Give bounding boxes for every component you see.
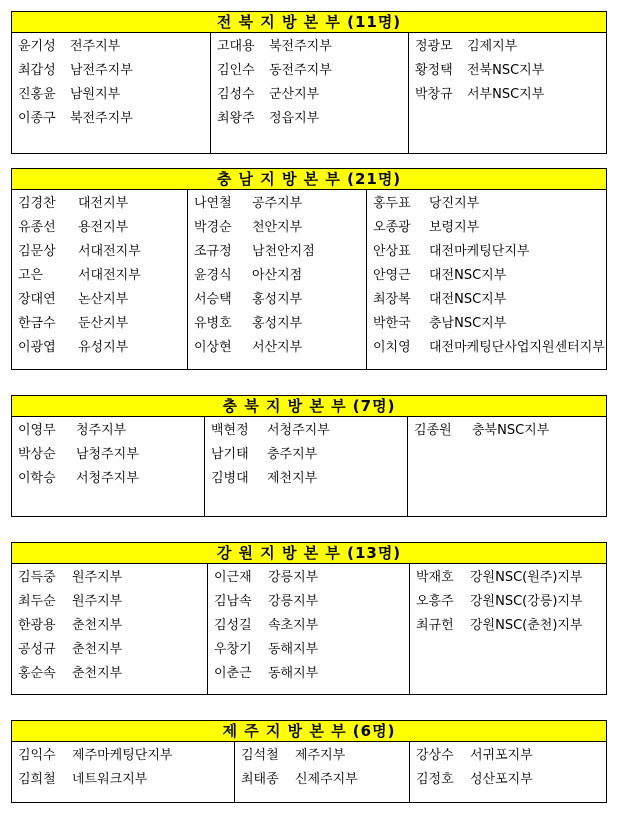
member-branch: 강릉지부 xyxy=(268,594,319,609)
member-name: 한광용 xyxy=(18,618,56,633)
member-name: 진홍윤 xyxy=(18,87,56,102)
member-branch: 전북NSC지부 xyxy=(467,63,545,78)
member-branch: 청주지부 xyxy=(76,423,127,438)
member-branch: 남천안지점 xyxy=(252,244,315,259)
member-name: 김남속 xyxy=(214,594,252,609)
member-name: 김성수 xyxy=(217,87,255,102)
member-branch: 대전NSC지부 xyxy=(429,268,507,283)
member-name: 고은 xyxy=(18,268,44,283)
section-chungnam xyxy=(11,168,607,370)
member-branch: 제천지부 xyxy=(267,471,318,486)
member-branch: 네트워크지부 xyxy=(72,772,148,787)
member-branch: 동해지부 xyxy=(268,642,319,657)
member-name: 김석철 xyxy=(241,748,279,763)
member-branch: 춘천지부 xyxy=(72,666,123,681)
member-name: 윤기성 xyxy=(18,39,56,54)
member-row xyxy=(12,566,207,590)
member-branch: 춘천지부 xyxy=(72,618,123,633)
column xyxy=(12,33,211,153)
member-branch: 충주지부 xyxy=(267,447,318,462)
member-row xyxy=(12,443,204,467)
member-row xyxy=(12,192,187,216)
section-jeju xyxy=(11,720,607,803)
member-branch: 속초지부 xyxy=(268,618,319,633)
member-name: 오종광 xyxy=(373,220,411,235)
member-row xyxy=(409,83,606,107)
member-row xyxy=(12,35,210,59)
section-body xyxy=(11,33,607,154)
member-row xyxy=(211,83,408,107)
member-name: 이광엽 xyxy=(18,340,56,355)
member-branch: 충남NSC지부 xyxy=(429,316,507,331)
member-row xyxy=(12,288,187,312)
member-branch: 대전마케팅단사업지원센터지부 xyxy=(429,340,605,355)
member-row xyxy=(12,216,187,240)
member-branch: 전주지부 xyxy=(70,39,121,54)
member-row xyxy=(12,264,187,288)
section-chungbuk xyxy=(11,395,607,517)
member-name: 홍두표 xyxy=(373,196,411,211)
member-row xyxy=(367,312,606,336)
member-branch: 남청주지부 xyxy=(76,447,139,462)
member-name: 서승택 xyxy=(194,292,232,307)
member-branch: 남원지부 xyxy=(70,87,121,102)
member-name: 공성규 xyxy=(18,642,56,657)
member-row xyxy=(367,264,606,288)
column xyxy=(12,417,205,516)
section-title: 충 북 지 방 본 부 (7명) xyxy=(11,395,607,417)
member-name: 최왕주 xyxy=(217,111,255,126)
member-branch: 제주마케팅단지부 xyxy=(72,748,173,763)
column xyxy=(211,33,409,153)
member-name: 최두순 xyxy=(18,594,56,609)
member-branch: 용전지부 xyxy=(78,220,129,235)
member-name: 고대용 xyxy=(217,39,255,54)
member-name: 조규정 xyxy=(194,244,232,259)
member-branch: 아산지점 xyxy=(252,268,303,283)
member-name: 안영근 xyxy=(373,268,411,283)
member-row xyxy=(410,768,606,792)
member-name: 김인수 xyxy=(217,63,255,78)
member-row xyxy=(409,35,606,59)
column xyxy=(410,564,606,694)
section-title: 전 북 지 방 본 부 (11명) xyxy=(11,11,607,33)
member-row xyxy=(188,216,366,240)
member-name: 한금수 xyxy=(18,316,56,331)
member-branch: 신제주지부 xyxy=(295,772,358,787)
member-row xyxy=(12,312,187,336)
member-row xyxy=(188,312,366,336)
member-name: 황정택 xyxy=(415,63,453,78)
member-name: 홍순속 xyxy=(18,666,56,681)
member-row xyxy=(211,59,408,83)
member-name: 최장복 xyxy=(373,292,411,307)
member-branch: 서귀포지부 xyxy=(470,748,533,763)
member-row xyxy=(12,336,187,360)
member-branch: 원주지부 xyxy=(72,594,123,609)
member-name: 박창규 xyxy=(415,87,453,102)
member-name: 강상수 xyxy=(416,748,454,763)
member-name: 김익수 xyxy=(18,748,56,763)
member-row xyxy=(410,566,606,590)
member-branch: 서부NSC지부 xyxy=(467,87,545,102)
member-row xyxy=(12,768,234,792)
member-branch: 강원NSC(원주)지부 xyxy=(470,570,583,585)
member-name: 박재호 xyxy=(416,570,454,585)
member-row xyxy=(211,107,408,131)
member-branch: 동해지부 xyxy=(268,666,319,681)
member-branch: 충북NSC지부 xyxy=(472,423,550,438)
member-row xyxy=(409,59,606,83)
member-branch: 논산지부 xyxy=(78,292,129,307)
member-row xyxy=(12,107,210,131)
member-row xyxy=(367,336,606,360)
member-branch: 당진지부 xyxy=(429,196,480,211)
member-branch: 원주지부 xyxy=(72,570,123,585)
column xyxy=(235,742,410,802)
member-row xyxy=(12,614,207,638)
column xyxy=(12,742,235,802)
member-branch: 서청주지부 xyxy=(76,471,139,486)
member-row xyxy=(208,590,409,614)
section-body xyxy=(11,742,607,803)
member-name: 김병대 xyxy=(211,471,249,486)
member-row xyxy=(208,614,409,638)
member-row xyxy=(12,419,204,443)
column xyxy=(188,190,367,369)
member-branch: 대전지부 xyxy=(78,196,129,211)
member-row xyxy=(367,216,606,240)
member-branch: 유성지부 xyxy=(78,340,129,355)
member-name: 김문상 xyxy=(18,244,56,259)
member-row xyxy=(211,35,408,59)
member-name: 최태종 xyxy=(241,772,279,787)
member-row xyxy=(367,288,606,312)
column xyxy=(12,564,208,694)
column xyxy=(205,417,408,516)
member-name: 이학승 xyxy=(18,471,56,486)
member-branch: 북전주지부 xyxy=(269,39,332,54)
member-name: 안상표 xyxy=(373,244,411,259)
section-title: 제 주 지 방 본 부 (6명) xyxy=(11,720,607,742)
member-branch: 군산지부 xyxy=(269,87,320,102)
member-row xyxy=(12,744,234,768)
member-row xyxy=(188,240,366,264)
member-branch: 강원NSC(강릉)지부 xyxy=(470,594,583,609)
member-name: 이상현 xyxy=(194,340,232,355)
member-branch: 성산포지부 xyxy=(470,772,533,787)
member-row xyxy=(367,192,606,216)
member-name: 유병호 xyxy=(194,316,232,331)
member-name: 이춘근 xyxy=(214,666,252,681)
member-row xyxy=(188,192,366,216)
member-branch: 춘천지부 xyxy=(72,642,123,657)
member-name: 우창기 xyxy=(214,642,252,657)
member-branch: 천안지부 xyxy=(252,220,303,235)
member-branch: 강원NSC(춘천)지부 xyxy=(470,618,583,633)
member-row xyxy=(208,638,409,662)
member-branch: 서대전지부 xyxy=(78,268,141,283)
member-name: 김경찬 xyxy=(18,196,56,211)
member-branch: 동전주지부 xyxy=(269,63,332,78)
member-name: 윤경식 xyxy=(194,268,232,283)
member-row xyxy=(367,240,606,264)
member-row xyxy=(208,566,409,590)
section-body xyxy=(11,417,607,517)
column xyxy=(12,190,188,369)
member-branch: 서산지부 xyxy=(252,340,303,355)
member-branch: 서대전지부 xyxy=(78,244,141,259)
member-branch: 강릉지부 xyxy=(268,570,319,585)
member-branch: 제주지부 xyxy=(295,748,346,763)
member-name: 김희철 xyxy=(18,772,56,787)
member-name: 남기태 xyxy=(211,447,249,462)
member-name: 최갑성 xyxy=(18,63,56,78)
member-row xyxy=(188,264,366,288)
column xyxy=(208,564,410,694)
member-name: 이영무 xyxy=(18,423,56,438)
member-row xyxy=(12,59,210,83)
member-name: 최규헌 xyxy=(416,618,454,633)
member-name: 나연철 xyxy=(194,196,232,211)
member-row xyxy=(208,662,409,686)
section-gangwon xyxy=(11,542,607,695)
member-branch: 대전마케팅단지부 xyxy=(429,244,530,259)
member-row xyxy=(205,467,407,491)
member-name: 장대연 xyxy=(18,292,56,307)
member-row xyxy=(12,83,210,107)
member-name: 박한국 xyxy=(373,316,411,331)
member-row xyxy=(12,662,207,686)
section-body xyxy=(11,190,607,370)
section-title: 강 원 지 방 본 부 (13명) xyxy=(11,542,607,564)
member-name: 유종선 xyxy=(18,220,56,235)
member-row xyxy=(188,336,366,360)
member-name: 백현정 xyxy=(211,423,249,438)
member-row xyxy=(12,240,187,264)
member-branch: 김제지부 xyxy=(467,39,518,54)
member-branch: 홍성지부 xyxy=(252,292,303,307)
member-name: 김득중 xyxy=(18,570,56,585)
member-branch: 둔산지부 xyxy=(78,316,129,331)
member-row xyxy=(12,590,207,614)
member-row xyxy=(205,419,407,443)
member-row xyxy=(408,419,606,443)
member-branch: 정읍지부 xyxy=(269,111,320,126)
section-jeonbuk xyxy=(11,11,607,154)
column xyxy=(410,742,606,802)
member-branch: 북전주지부 xyxy=(70,111,133,126)
member-name: 김정호 xyxy=(416,772,454,787)
member-branch: 남전주지부 xyxy=(70,63,133,78)
column xyxy=(367,190,606,369)
member-row xyxy=(205,443,407,467)
member-name: 이종구 xyxy=(18,111,56,126)
member-name: 김종원 xyxy=(414,423,452,438)
member-name: 박상순 xyxy=(18,447,56,462)
member-row xyxy=(12,467,204,491)
member-name: 박경순 xyxy=(194,220,232,235)
member-branch: 대전NSC지부 xyxy=(429,292,507,307)
member-name: 김성길 xyxy=(214,618,252,633)
member-row xyxy=(235,768,409,792)
column xyxy=(408,417,606,516)
member-branch: 공주지부 xyxy=(252,196,303,211)
member-row xyxy=(235,744,409,768)
member-branch: 보령지부 xyxy=(429,220,480,235)
member-name: 이근재 xyxy=(214,570,252,585)
member-row xyxy=(188,288,366,312)
member-row xyxy=(12,638,207,662)
member-branch: 홍성지부 xyxy=(252,316,303,331)
member-name: 정광모 xyxy=(415,39,453,54)
member-name: 오흥주 xyxy=(416,594,454,609)
member-branch: 서청주지부 xyxy=(267,423,330,438)
section-body xyxy=(11,564,607,695)
member-row xyxy=(410,614,606,638)
column xyxy=(409,33,606,153)
member-row xyxy=(410,590,606,614)
member-name: 이치영 xyxy=(373,340,411,355)
member-row xyxy=(410,744,606,768)
section-title: 충 남 지 방 본 부 (21명) xyxy=(11,168,607,190)
